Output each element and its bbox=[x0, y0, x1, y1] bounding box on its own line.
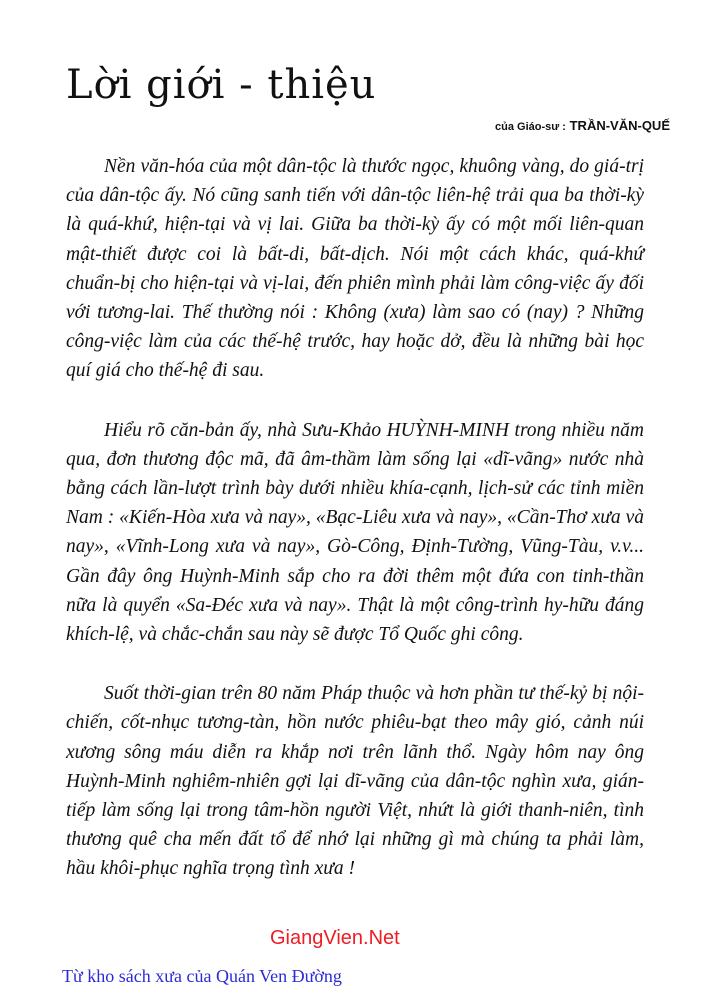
paragraph-1: Nền văn-hóa của một dân-tộc là thước ngọc, khuông vàng, do giá-trị của dân-tộc ấy. Nó cũng sanh tiến với dân-tộc liên-hệ trải qua ba thời-kỳ là quá-khứ, hiện-tại và vị lai. Giữa ba thời-kỳ ấy có một mối liên-quan mật-thiết được coi là bất-di, bất-dịch. Nói một cách khác, quá-khứ chuẩn-bị cho hiện-tại và vị-lai, đến phiên mình phải làm công-việc ấy đối với tương-lai. Thế thường nói : Không (xưa) làm sao có (nay) ? Những công-việc làm của các thế-hệ trước, hay hoặc dở, đều là những bài học quí giá cho thế-hệ đi sau. bbox=[66, 156, 644, 382]
watermark: GiangVien.Net bbox=[270, 927, 400, 949]
source-note: Từ kho sách xưa của Quán Ven Đường bbox=[62, 966, 342, 986]
author-name: TRẦN-VĂN-QUẾ bbox=[569, 118, 670, 133]
page-title: Lời giới - thiệu bbox=[66, 62, 377, 108]
paragraph-2: Hiểu rõ căn-bản ấy, nhà Sưu-Khảo HUỲNH-MINH trong nhiều năm qua, đơn thương độc mã, đã âm-thầm làm sống lại «dĩ-vãng» nước nhà bằng cách lần-lượt trình bày dưới nhiều khía-cạnh, lịch-sử các tỉnh miền Nam : «Kiến-Hòa xưa và nay», «Bạc-Liêu xưa và nay», «Cần-Thơ xưa và nay», «Vĩnh-Long xưa và nay», Gò-Công, Định-Tường, Vũng-Tàu, v.v... Gần đây ông Huỳnh-Minh sắp cho ra đời thêm một đứa con tinh-thần nữa là quyển «Sa-Đéc xưa và nay». Thật là một công-trình hy-hữu đáng khích-lệ, và chắc-chắn sau này sẽ được Tổ Quốc ghi công. bbox=[66, 419, 644, 646]
paragraph-3: Suốt thời-gian trên 80 năm Pháp thuộc và hơn phần tư thế-kỷ bị nội-chiến, cốt-nhục tương-tàn, hồn nước phiêu-bạt theo mây gió, cảnh núi xương sông máu diễn ra khắp nơi trên lãnh thổ. Ngày hôm nay ông Huỳnh-Minh nghiêm-nhiên gợi lại dĩ-vãng của dân-tộc nghìn xưa, gián-tiếp làm sống lại trong tâm-hồn người Việt, nhứt là giới thanh-niên, tình thương quê cha mến đất tổ để nhớ lại những gì mà chúng ta phải làm, hầu khôi-phục nghĩa trọng tình xưa ! bbox=[66, 683, 644, 880]
byline-prefix: của Giáo-sư : bbox=[495, 121, 566, 133]
author-byline bbox=[495, 118, 670, 133]
body-text bbox=[66, 152, 644, 884]
